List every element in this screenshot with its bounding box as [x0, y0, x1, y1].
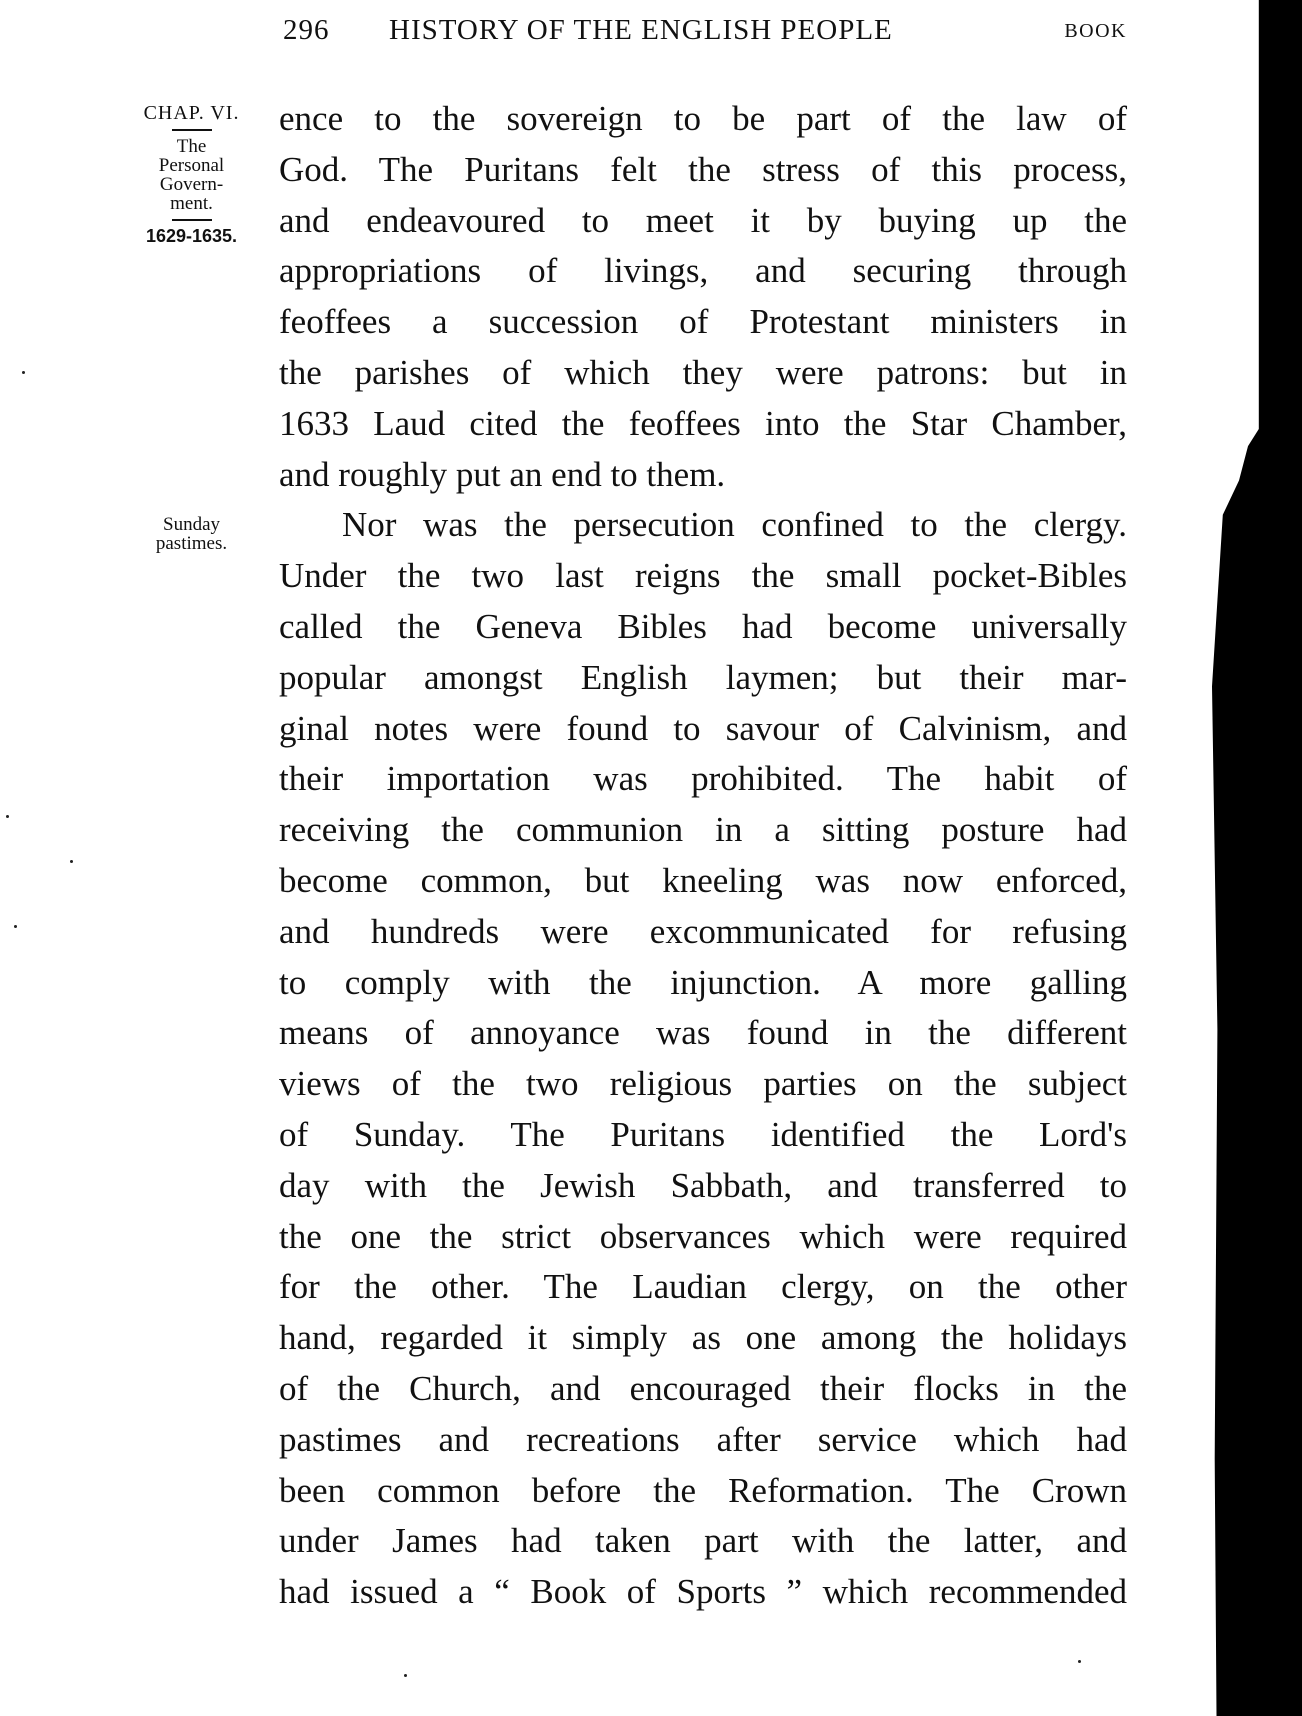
scan-speck — [6, 815, 9, 818]
body-text — [279, 94, 1127, 1618]
section-line: Govern- — [159, 174, 224, 195]
text-line: to comply with the injunction. A more galling — [279, 962, 1127, 1002]
divider — [172, 129, 212, 131]
divider — [172, 219, 212, 221]
scan-edge-shadow — [1212, 0, 1302, 1716]
text-line: pastimes and recreations after service which had — [279, 1419, 1127, 1459]
text-line: had issued a “ Book of Sports ” which recommended — [279, 1572, 1127, 1612]
text-line: of Sunday. The Puritans identified the Lord's — [279, 1114, 1127, 1154]
text-line: views of the two religious parties on the subject — [279, 1064, 1127, 1104]
text-line: ginal notes were found to savour of Calvinism, and — [279, 708, 1127, 748]
text-line: appropriations of livings, and securing through — [279, 251, 1127, 291]
text-line: ence to the sovereign to be part of the law of — [279, 99, 1127, 138]
chapter-label: CHAP. VI. — [143, 102, 240, 124]
section-line: The — [176, 136, 207, 157]
text-line: been common before the Reformation. The Crown — [279, 1470, 1127, 1510]
section-line: ment. — [170, 193, 213, 214]
margin-note-chapter — [124, 104, 259, 246]
text-line: the parishes of which they were patrons: but in — [279, 352, 1127, 392]
text-line: God. The Puritans felt the stress of this process, — [279, 149, 1127, 189]
years-label: 1629-1635. — [145, 226, 238, 246]
book-label: BOOK — [1064, 20, 1127, 42]
text-line: Under the two last reigns the small pocket-Bibles — [279, 556, 1127, 596]
text-line: called the Geneva Bibles had become universally — [279, 606, 1127, 646]
section-line: Personal — [158, 155, 225, 176]
text-line: and roughly put an end to them. — [279, 454, 726, 494]
text-line: of the Church, and encouraged their flocks in the — [279, 1368, 1127, 1408]
text-line: hand, regarded it simply as one among the holidays — [279, 1318, 1127, 1358]
text-line: day with the Jewish Sabbath, and transferred to — [279, 1165, 1127, 1205]
page-number: 296 — [283, 14, 330, 46]
topic-line: Sunday — [163, 514, 220, 535]
scan-speck — [14, 925, 17, 928]
text-line: their importation was prohibited. The habit of — [279, 759, 1127, 799]
running-header — [279, 14, 1127, 58]
running-title: HISTORY OF THE ENGLISH PEOPLE — [389, 14, 893, 46]
text-line: for the other. The Laudian clergy, on the other — [279, 1267, 1127, 1307]
scan-speck — [22, 371, 25, 374]
text-line: and hundreds were excommunicated for refusing — [279, 911, 1127, 951]
text-line: become common, but kneeling was now enforced, — [279, 860, 1127, 900]
text-line: means of annoyance was found in the different — [279, 1013, 1127, 1053]
text-line: under James had taken part with the latter, and — [279, 1521, 1127, 1561]
text-line: popular amongst English laymen; but their mar- — [279, 657, 1127, 697]
text-line: feoffees a succession of Protestant ministers in — [279, 302, 1127, 342]
scan-speck — [404, 1674, 407, 1677]
text-line: the one the strict observances which were required — [279, 1216, 1127, 1256]
topic-line: pastimes. — [155, 533, 228, 554]
scan-speck — [1078, 1660, 1081, 1663]
text-line: and endeavoured to meet it by buying up the — [279, 200, 1127, 240]
text-line: 1633 Laud cited the feoffees into the Star Chamber, — [279, 403, 1127, 443]
text-line: Nor was the persecution confined to the clergy. — [342, 505, 1127, 545]
scan-speck — [70, 860, 73, 863]
text-line: receiving the communion in a sitting posture had — [279, 810, 1127, 850]
margin-note-topic — [124, 515, 259, 553]
